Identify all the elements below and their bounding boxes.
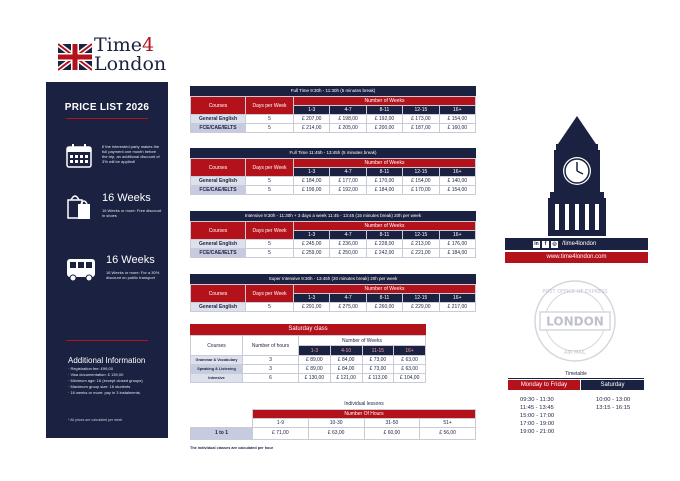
- additional-info-list: [68, 366, 164, 396]
- days-value: 5: [246, 177, 294, 186]
- additional-info-item: · Registration fee: £99,00: [68, 366, 113, 371]
- price-cell: £ 187,00: [403, 124, 439, 133]
- brand-logo: [58, 36, 178, 78]
- price-cell: £ 170,00: [403, 186, 439, 195]
- header-courses: Courses: [191, 336, 243, 356]
- header-hours: Number Of Hours: [253, 409, 476, 418]
- hours-value: 6: [243, 374, 299, 383]
- time-slot: 10:00 - 13:00: [596, 397, 631, 403]
- price-cell: £ 154,00: [439, 115, 475, 124]
- time-slot: 09:30 - 11:30: [520, 397, 554, 403]
- table-title: Individual lessons: [253, 400, 476, 409]
- course-name: FCE/CAE/IELTS: [191, 186, 246, 195]
- price-cell: £ 245,00: [294, 240, 330, 249]
- price-cell: £ 199,00: [294, 186, 330, 195]
- price-cell: £ 214,00: [294, 124, 330, 133]
- calendar-icon: [66, 144, 92, 168]
- individual-lessons-table: [190, 400, 476, 440]
- price-cell: £ 176,00: [439, 240, 475, 249]
- additional-info-title: Additional Information: [68, 356, 146, 365]
- week-range: 16+: [394, 346, 426, 356]
- table-title: Super Intensive 9:30h - 13:45h (20 minutes break) 20h per week: [190, 274, 476, 284]
- big-ben-icon: [540, 116, 614, 236]
- days-value: 5: [246, 115, 294, 124]
- week-range: 12-15: [403, 168, 439, 177]
- course-name: Speaking & Listening: [191, 365, 243, 374]
- week-range: 1-3: [299, 346, 331, 356]
- saturday-times: [596, 396, 630, 412]
- header-courses: Courses: [191, 159, 246, 177]
- price-cell: £ 198,00: [330, 115, 366, 124]
- stamp-top-text: POST OFFICE OF EXPRESS: [542, 289, 608, 295]
- table-row: [191, 249, 476, 258]
- price-cell: £ 170,00: [366, 177, 402, 186]
- week-range: 16+: [439, 231, 475, 240]
- timetable-saturday-header: Saturday: [581, 380, 644, 390]
- promo-transport-text: 16 Weeks or more: For a 30% discount on public transport: [106, 270, 160, 280]
- price-cell: £ 236,00: [330, 240, 366, 249]
- linkedin-icon[interactable]: in: [534, 240, 539, 247]
- days-value: 5: [246, 240, 294, 249]
- additional-info-item: · Minimum age: 16 (except closed groups): [68, 378, 143, 383]
- price-cell: £ 192,00: [366, 115, 402, 124]
- hours-range: 51+: [420, 418, 476, 427]
- weekday-times: [520, 396, 554, 436]
- week-range: 1-3: [294, 294, 330, 303]
- price-cell: £ 60,00: [364, 427, 420, 439]
- price-cell: £ 242,00: [366, 249, 402, 258]
- price-cell: £ 229,00: [403, 303, 439, 312]
- price-cell: £ 113,00: [362, 374, 394, 383]
- course-name: General English: [191, 240, 246, 249]
- price-cell: £ 184,00: [294, 177, 330, 186]
- week-range: 4-7: [330, 294, 366, 303]
- social-bar: [505, 238, 648, 250]
- shopping-bag-icon: [66, 192, 92, 220]
- header-weeks: Number of Weeks: [294, 159, 476, 168]
- header-hours: Number of hours: [243, 336, 299, 356]
- stamp-center-text: LONDON: [546, 314, 604, 329]
- time-slot: 19:00 - 21:00: [520, 429, 555, 435]
- price-cell: £ 130,00: [299, 374, 331, 383]
- price-cell: £ 173,00: [403, 115, 439, 124]
- additional-info-item: · 16 weeks or more: pay in 3 instalments.: [68, 390, 141, 395]
- table-row: [191, 303, 476, 312]
- union-jack-icon: [58, 40, 92, 74]
- week-range: 11-15: [362, 346, 394, 356]
- individual-note: The individual classes are calculated per hour: [190, 446, 274, 450]
- time-slot: 15:00 - 17:00: [520, 413, 555, 419]
- timetable-weekday-header: Monday to Friday: [508, 380, 580, 390]
- price-cell: £ 84,00: [330, 365, 362, 374]
- table-row: [191, 427, 476, 439]
- header-days: Days per Week: [246, 222, 294, 240]
- bus-icon: [66, 257, 96, 283]
- price-cell: £ 104,00: [394, 374, 426, 383]
- stamp-bottom-text: AIR MAIL: [564, 350, 586, 356]
- divider: [66, 340, 148, 341]
- promo-early-payment: If the interested party makes the full payment one month before the trip, an additional discount of 3% will be applied!: [102, 144, 160, 164]
- week-range: 12-15: [403, 294, 439, 303]
- week-range: 8-11: [366, 168, 402, 177]
- social-handle[interactable]: /time4london: [562, 241, 597, 247]
- price-cell: £ 291,00: [294, 303, 330, 312]
- table-row: [191, 356, 426, 365]
- price-cell: £ 140,00: [439, 177, 475, 186]
- table-row: [191, 186, 476, 195]
- price-cell: £ 192,00: [330, 186, 366, 195]
- week-range: 4-7: [330, 168, 366, 177]
- super-intensive-table: [190, 274, 476, 312]
- promo-shoes-text: 16 Weeks or more: Free discount in shoes: [102, 208, 162, 218]
- header-weeks: Number of Weeks: [294, 97, 476, 106]
- price-cell: £ 217,00: [439, 303, 475, 312]
- table-row: [191, 374, 426, 383]
- price-cell: £ 89,00: [299, 356, 331, 365]
- course-name: General English: [191, 115, 246, 124]
- header-courses: Courses: [191, 285, 246, 303]
- price-cell: £ 259,00: [294, 249, 330, 258]
- hours-range: 1-9: [253, 418, 309, 427]
- days-value: 5: [246, 124, 294, 133]
- header-courses: Courses: [191, 222, 246, 240]
- promo-shoes-title: 16 Weeks: [102, 192, 151, 204]
- price-cell: £ 63,00: [308, 427, 364, 439]
- course-name: General English: [191, 177, 246, 186]
- week-range: 8-11: [366, 294, 402, 303]
- price-cell: £ 71,00: [253, 427, 309, 439]
- price-cell: £ 184,00: [439, 249, 475, 258]
- week-range: 12-15: [403, 231, 439, 240]
- header-weeks: Number of Weeks: [294, 285, 476, 294]
- price-cell: £ 63,00: [394, 356, 426, 365]
- week-range: 12-15: [403, 106, 439, 115]
- week-range: 1-3: [294, 231, 330, 240]
- course-name: Intensive: [191, 374, 243, 383]
- table-row: [191, 365, 426, 374]
- table-row: [191, 240, 476, 249]
- price-list-title: PRICE LIST 2026: [64, 102, 150, 113]
- course-name: Grammar & Vocabulary: [191, 356, 243, 365]
- price-note: * All prices are calculated per week: [68, 418, 123, 422]
- price-cell: £ 213,00: [403, 240, 439, 249]
- course-name: General English: [191, 303, 246, 312]
- header-weeks: Number of Weeks: [299, 336, 426, 346]
- week-range: 4-10: [330, 346, 362, 356]
- table-title: Full Time 11:45h - 13:45h (5 minutes break): [190, 148, 476, 158]
- table-row: [191, 115, 476, 124]
- week-range: 8-11: [366, 106, 402, 115]
- intensive-table: [190, 211, 476, 258]
- price-cell: £ 160,00: [439, 124, 475, 133]
- hours-value: 3: [243, 356, 299, 365]
- full-time-morning-table: [190, 86, 476, 133]
- additional-info-item: · Maximum group size: 16 students: [68, 384, 131, 389]
- table-row: [191, 124, 476, 133]
- header-courses: Courses: [191, 97, 246, 115]
- price-cell: £ 63,00: [394, 365, 426, 374]
- price-cell: £ 260,00: [366, 303, 402, 312]
- website-link[interactable]: www.time4london.com: [505, 252, 648, 263]
- table-row: [191, 177, 476, 186]
- postmark-stamp: [522, 276, 628, 366]
- price-cell: £ 73,00: [362, 365, 394, 374]
- course-name: FCE/CAE/IELTS: [191, 124, 246, 133]
- course-name: FCE/CAE/IELTS: [191, 249, 246, 258]
- time-slot: 13:15 - 16:15: [596, 405, 631, 411]
- table-title: Saturday class: [190, 324, 426, 335]
- header-days: Days per Week: [246, 159, 294, 177]
- price-cell: £ 177,00: [330, 177, 366, 186]
- time-slot: 11:45 - 13:45: [520, 405, 554, 411]
- week-range: 4-7: [330, 231, 366, 240]
- hours-value: 3: [243, 365, 299, 374]
- price-cell: £ 154,00: [403, 177, 439, 186]
- days-value: 5: [246, 249, 294, 258]
- week-range: 1-3: [294, 168, 330, 177]
- days-value: 5: [246, 303, 294, 312]
- week-range: 1-3: [294, 106, 330, 115]
- header-days: Days per Week: [246, 285, 294, 303]
- time-slot: 17:00 - 19:00: [520, 421, 555, 427]
- instagram-icon[interactable]: ◎: [552, 240, 557, 247]
- price-cell: £ 121,00: [330, 374, 362, 383]
- price-cell: £ 89,00: [299, 365, 331, 374]
- header-days: Days per Week: [246, 97, 294, 115]
- price-cell: £ 184,00: [366, 186, 402, 195]
- price-cell: £ 207,00: [294, 115, 330, 124]
- price-cell: £ 205,00: [330, 124, 366, 133]
- hours-range: 10-30: [308, 418, 364, 427]
- header-weeks: Number of Weeks: [294, 222, 476, 231]
- course-name: 1 to 1: [191, 427, 253, 439]
- divider: [66, 118, 148, 119]
- price-cell: £ 154,00: [439, 186, 475, 195]
- table-title: Full Time 9:30h - 11:30h (5 minutes break): [190, 86, 476, 96]
- facebook-icon[interactable]: f: [542, 241, 549, 248]
- price-cell: £ 84,00: [330, 356, 362, 365]
- week-range: 16+: [439, 168, 475, 177]
- table-title: Intensive 9:30h - 11:30h + 3 days a week 11:45 - 13:45 (15 minutes break) 20h per week: [190, 211, 476, 221]
- price-cell: £ 73,00: [362, 356, 394, 365]
- sidebar: [46, 82, 168, 438]
- price-cell: £ 221,00: [403, 249, 439, 258]
- timetable-title: Timetable: [508, 370, 644, 379]
- week-range: 4-7: [330, 106, 366, 115]
- full-time-midday-table: [190, 148, 476, 195]
- promo-transport-title: 16 Weeks: [106, 254, 155, 266]
- price-cell: £ 250,00: [330, 249, 366, 258]
- week-range: 16+: [439, 106, 475, 115]
- week-range: 8-11: [366, 231, 402, 240]
- price-cell: £ 56,00: [420, 427, 476, 439]
- hours-range: 31-50: [364, 418, 420, 427]
- brand-name: Time4 London: [94, 34, 167, 75]
- week-range: 16+: [439, 294, 475, 303]
- price-cell: £ 275,00: [330, 303, 366, 312]
- additional-info-item: · Visa documentation: £ 139,00: [68, 372, 124, 377]
- price-cell: £ 200,00: [366, 124, 402, 133]
- days-value: 5: [246, 186, 294, 195]
- price-cell: £ 228,00: [366, 240, 402, 249]
- saturday-class-table: [190, 324, 426, 383]
